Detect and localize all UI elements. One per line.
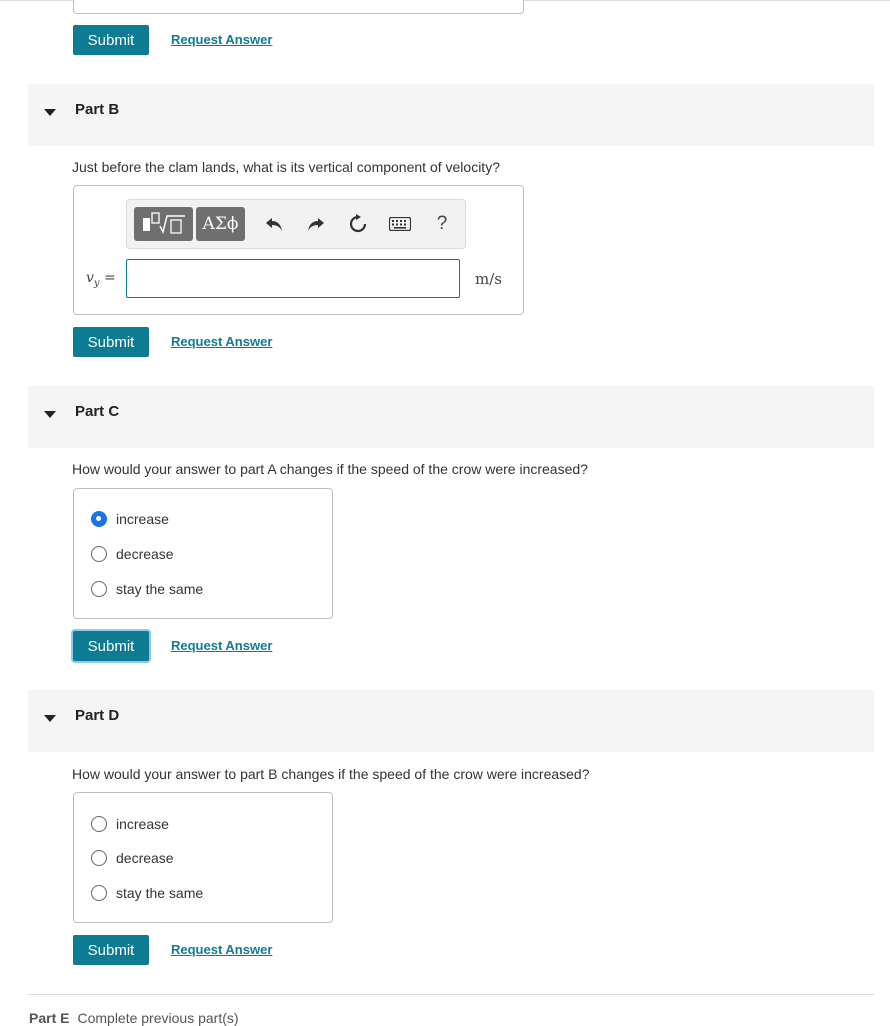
unit-label: m/s bbox=[475, 270, 502, 288]
radio-icon[interactable] bbox=[91, 816, 107, 832]
equals-sign: = bbox=[104, 270, 116, 286]
part-b-request-answer-link[interactable]: Request Answer bbox=[171, 334, 273, 349]
collapse-triangle-icon[interactable] bbox=[44, 411, 56, 418]
redo-icon[interactable] bbox=[304, 213, 328, 235]
collapse-triangle-icon[interactable] bbox=[44, 109, 56, 116]
option-label: increase bbox=[116, 816, 169, 832]
part-d-title: Part D bbox=[75, 707, 120, 724]
option-label: decrease bbox=[116, 546, 174, 562]
templates-icon bbox=[141, 210, 187, 238]
part-e-title: Part E bbox=[29, 1010, 70, 1026]
radio-icon[interactable] bbox=[91, 546, 107, 562]
reset-icon[interactable] bbox=[346, 213, 370, 235]
undo-icon[interactable] bbox=[262, 213, 286, 235]
part-e-status: Complete previous part(s) bbox=[77, 1010, 239, 1026]
velocity-variable-label bbox=[86, 270, 116, 289]
part-d-submit-button[interactable]: Submit bbox=[73, 935, 149, 965]
keyboard-icon[interactable] bbox=[388, 213, 412, 235]
greek-symbols-button[interactable]: ΑΣϕ bbox=[196, 207, 245, 241]
option-label: stay the same bbox=[116, 885, 204, 901]
variable-symbol: v bbox=[86, 270, 94, 286]
collapse-triangle-icon[interactable] bbox=[44, 715, 56, 722]
part-c-option-decrease[interactable] bbox=[91, 546, 174, 562]
part-c-submit-button[interactable]: Submit bbox=[73, 631, 149, 661]
part-c-header[interactable] bbox=[28, 386, 874, 448]
part-d-choice-box bbox=[73, 792, 333, 923]
part-d-option-increase[interactable] bbox=[91, 816, 169, 832]
part-c-question: How would your answer to part A changes if the speed of the crow were increased? bbox=[72, 461, 588, 477]
velocity-answer-input[interactable] bbox=[126, 259, 460, 298]
part-d-option-stay-the-same[interactable] bbox=[91, 885, 203, 901]
templates-button[interactable] bbox=[134, 207, 193, 241]
part-b-question: Just before the clam lands, what is its vertical component of velocity? bbox=[72, 159, 500, 175]
part-b-header[interactable] bbox=[28, 84, 874, 146]
variable-subscript: y bbox=[93, 277, 100, 289]
part-c-option-stay-the-same[interactable] bbox=[91, 581, 203, 597]
option-label: decrease bbox=[116, 850, 174, 866]
part-a-submit-button[interactable]: Submit bbox=[73, 25, 149, 55]
part-b-submit-button[interactable]: Submit bbox=[73, 327, 149, 357]
help-button[interactable]: ? bbox=[436, 213, 448, 234]
part-d-header[interactable] bbox=[28, 690, 874, 752]
part-d-option-decrease[interactable] bbox=[91, 850, 174, 866]
option-label: increase bbox=[116, 511, 169, 527]
radio-icon[interactable] bbox=[91, 850, 107, 866]
option-label: stay the same bbox=[116, 581, 204, 597]
bottom-divider bbox=[28, 994, 874, 995]
part-c-choice-box bbox=[73, 488, 333, 619]
part-b-answer-box bbox=[73, 185, 524, 315]
part-c-title: Part C bbox=[75, 403, 120, 420]
part-b-title: Part B bbox=[75, 101, 120, 118]
math-toolbar bbox=[126, 199, 466, 249]
part-d-request-answer-link[interactable]: Request Answer bbox=[171, 942, 273, 957]
part-c-option-increase[interactable] bbox=[91, 511, 169, 527]
part-a-answer-box bbox=[73, 0, 524, 14]
part-c-request-answer-link[interactable]: Request Answer bbox=[171, 638, 273, 653]
radio-icon[interactable] bbox=[91, 885, 107, 901]
radio-icon[interactable] bbox=[91, 581, 107, 597]
part-d-question: How would your answer to part B changes if the speed of the crow were increased? bbox=[72, 766, 590, 782]
part-a-request-answer-link[interactable]: Request Answer bbox=[171, 32, 273, 47]
radio-selected-icon[interactable] bbox=[91, 511, 107, 527]
